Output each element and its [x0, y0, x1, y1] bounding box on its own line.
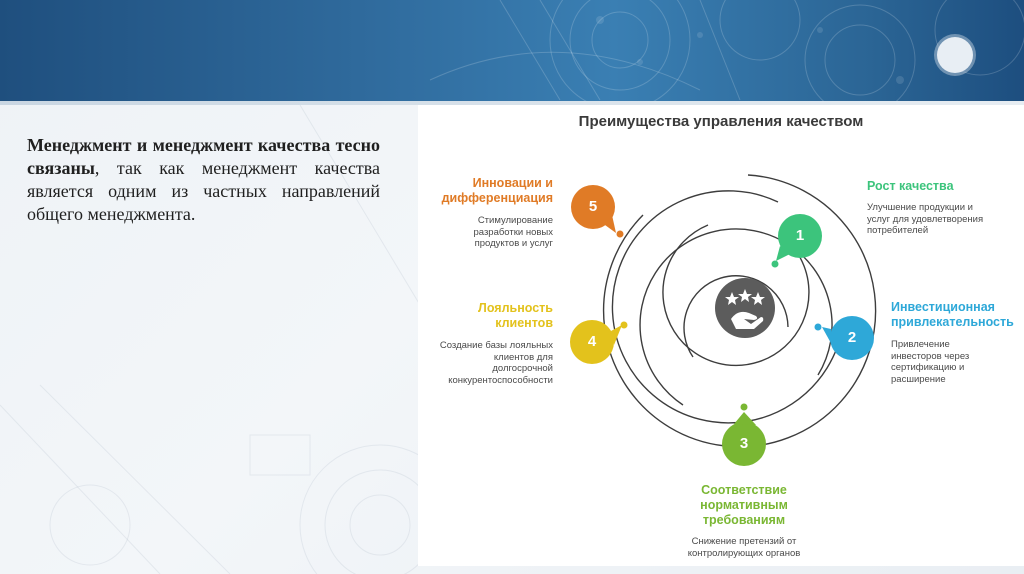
badge-4-number: 4 — [587, 333, 597, 350]
infographic-panel — [418, 105, 1024, 566]
badge-2-number: 2 — [847, 329, 857, 346]
item-1-desc: Улучшение продукции и услуг для удовлетворения потребителей — [867, 202, 984, 236]
item-1-label: Рост качества — [867, 179, 954, 193]
slide-body-text-bold: Менеджмент и менеджмент качества тесно связаны — [27, 135, 380, 178]
slide-body-text-rest: , так как менеджмент качества является одним из частных направлений общего менеджмента. — [27, 158, 380, 224]
banner-decoration — [0, 0, 1024, 101]
header-banner — [0, 0, 1024, 101]
dot-1 — [772, 261, 779, 268]
badge-5-number: 5 — [588, 198, 598, 215]
item-4-label: Лояльность клиентов — [478, 301, 553, 330]
item-3-desc: Снижение претензий от контролирующих органов — [687, 536, 801, 559]
dot-3 — [741, 404, 748, 411]
badge-3-number: 3 — [739, 435, 749, 452]
item-2-desc: Привлечение инвесторов через сертификацию и расширение — [891, 339, 970, 385]
dot-4 — [621, 322, 628, 329]
item-5-label: Инновации и дифференциация — [441, 176, 553, 205]
slide-body-text — [27, 134, 380, 226]
item-4-desc: Создание базы лояльных клиентов для долгосрочной конкурентоспособности — [439, 340, 553, 386]
badge-1-number: 1 — [795, 227, 805, 244]
banner-circle — [937, 37, 973, 73]
infographic-title: Преимущества управления качеством — [578, 113, 864, 130]
dot-5 — [617, 231, 624, 238]
item-5-desc: Стимулирование разработки новых продуктов и услуг — [473, 215, 553, 249]
item-3-label: Соответствие нормативным требованиям — [700, 483, 788, 527]
dot-2 — [815, 324, 822, 331]
item-2-label: Инвестиционная привлекательность — [891, 300, 1014, 329]
stars-hand-icon — [715, 278, 775, 338]
